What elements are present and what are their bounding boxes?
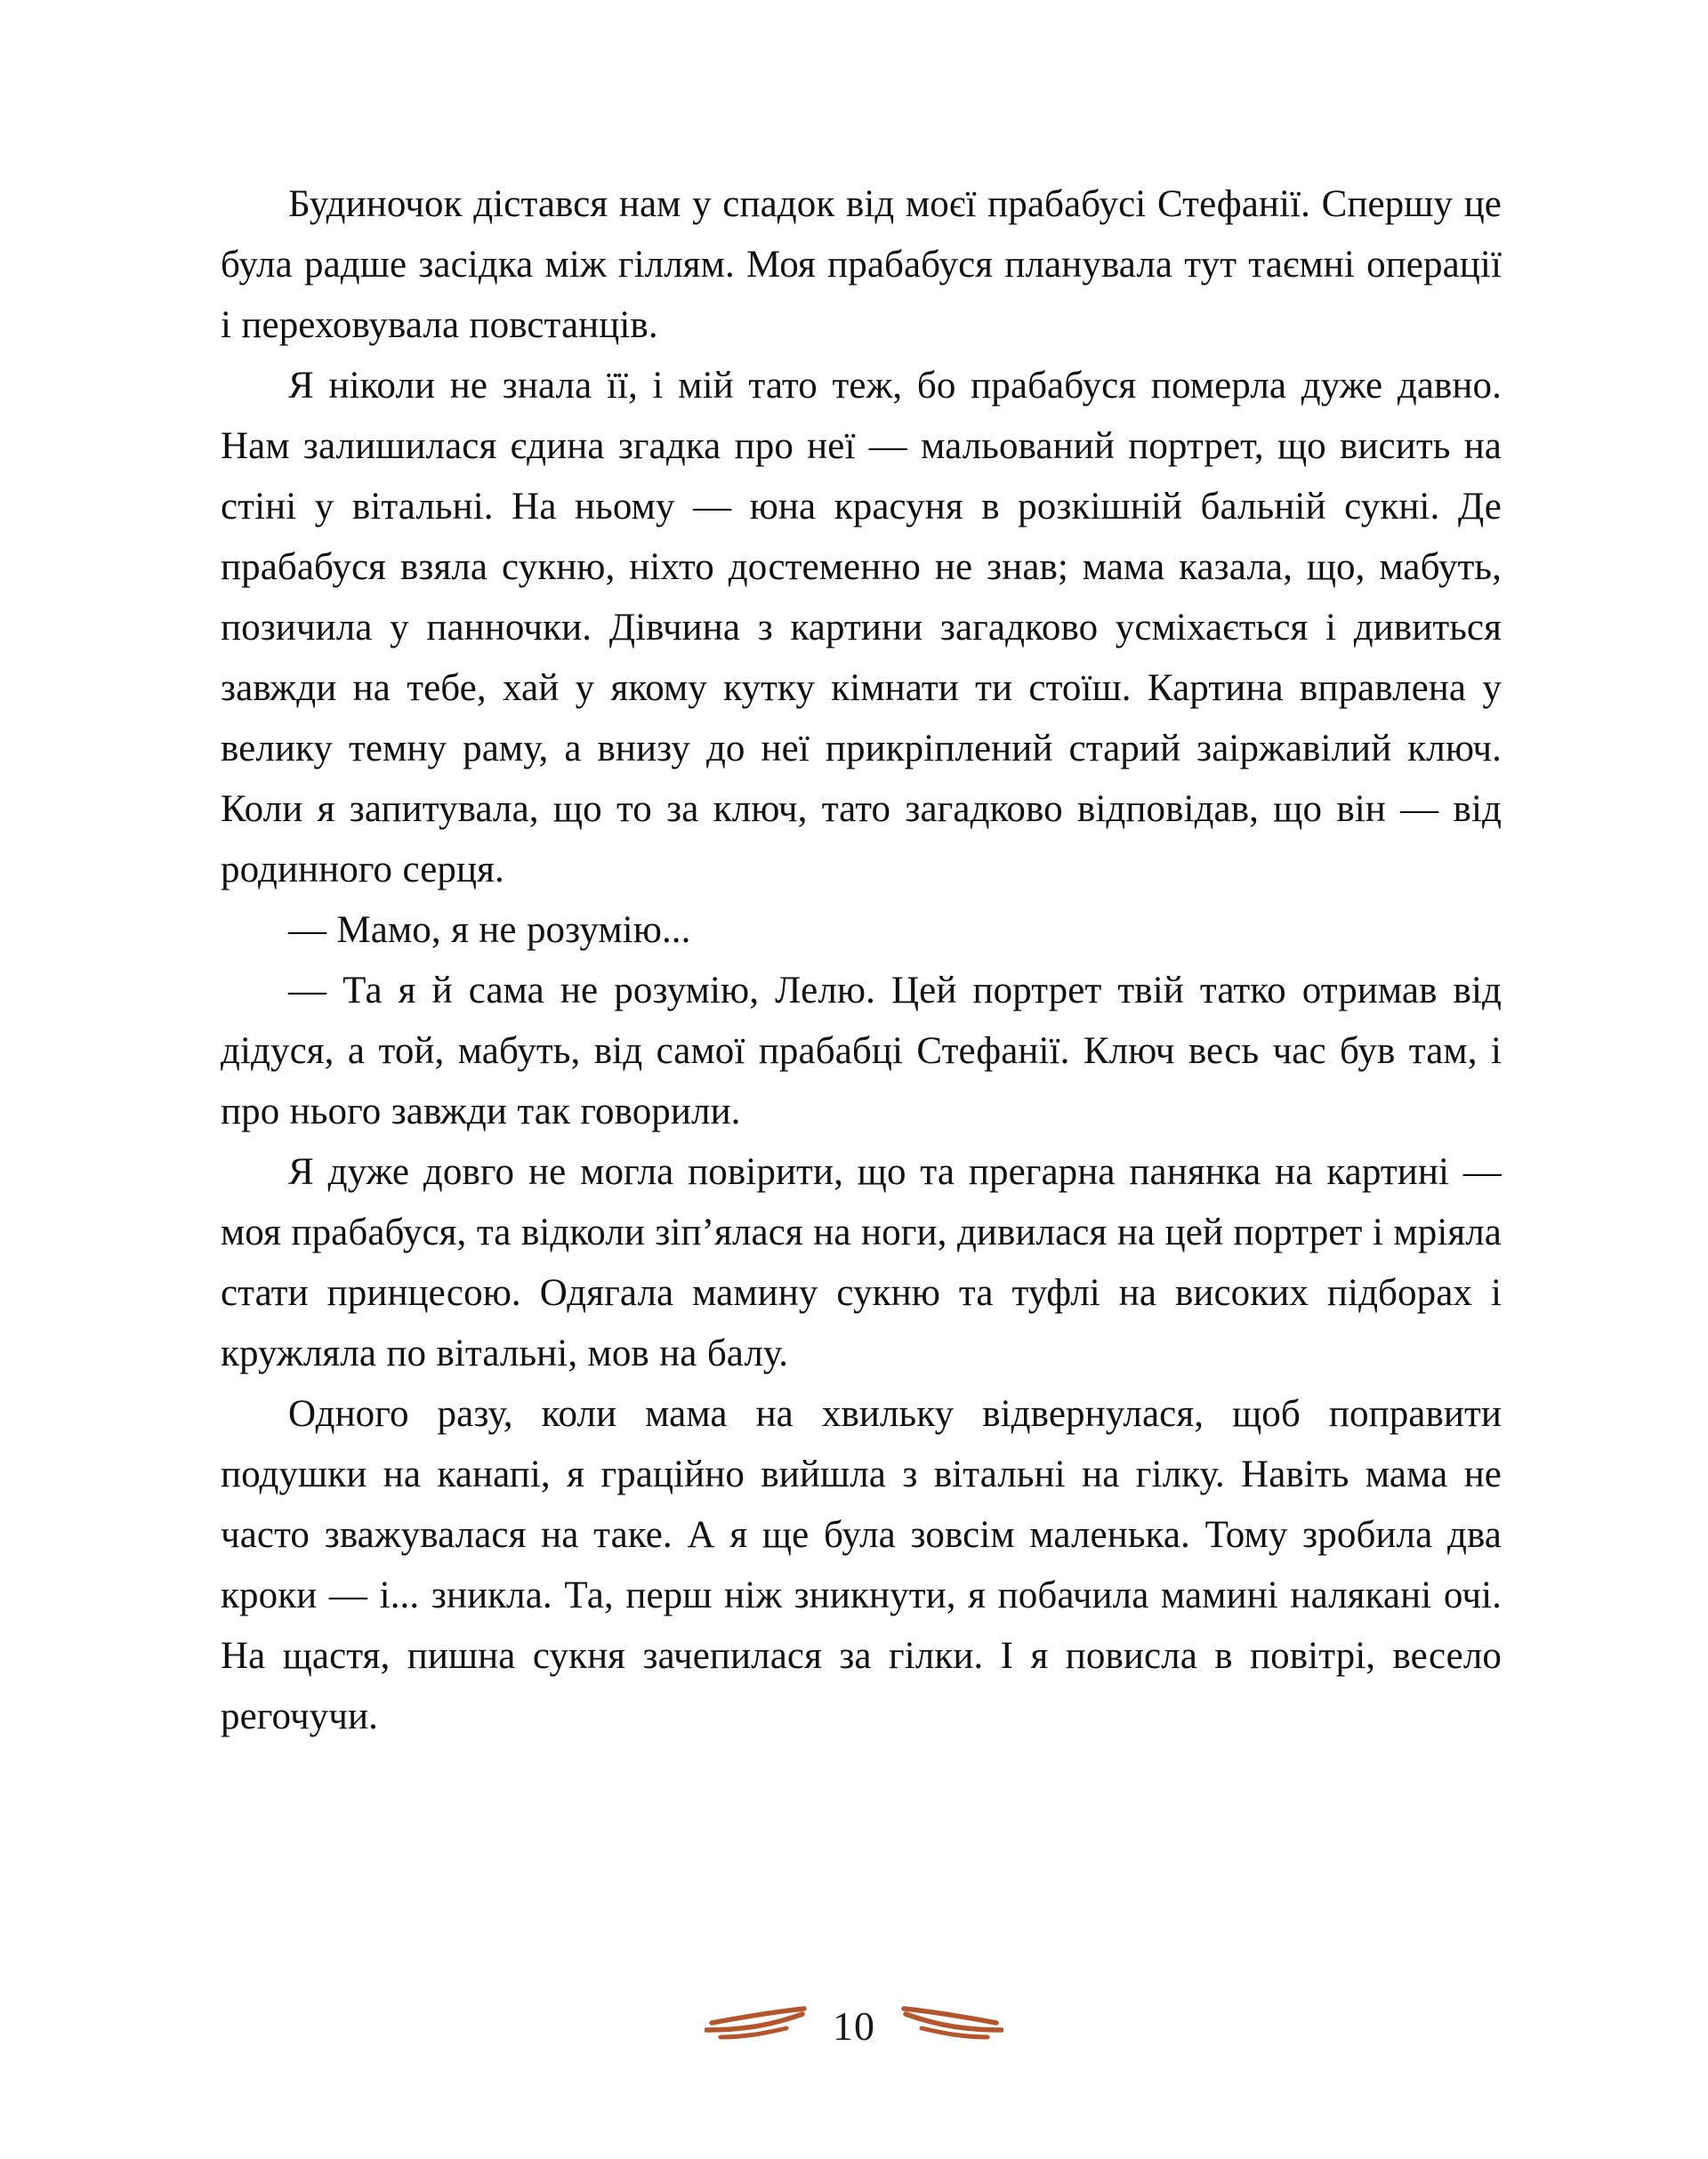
paragraph-1: Будиночок дістався нам у спадок від моєї прабабусі Стефанії. Спершу це була радше засідка між гіллям. Моя прабабуся планувала тут таємні операції і переховувала повстанців.	[221, 183, 1502, 346]
wavy-rule-ornament-left	[705, 2003, 810, 2050]
page-number: 10	[833, 2003, 875, 2049]
page-text-block	[221, 174, 1502, 1747]
paragraph-3-dialogue: — Мамо, я не розумію...	[288, 909, 691, 951]
page-footer	[0, 2003, 1708, 2050]
paragraph-2: Я ніколи не знала її, і мій тато теж, бо прабабуся померла дуже давно. Нам залишилася єдина згадка про неї — мальований портрет, що висить на стіні у вітальні. На ньому — юна красуня в розкішній бальній сукні. Де прабабуся взяла сукню, ніхто достеменно не знав; мама казала, що, мабуть, позичила у панночки. Дівчина з картини загадково усміхається і дивиться завжди на тебе, хай у якому кутку кімнати ти стоїш. Картина вправлена у велику темну раму, а внизу до неї прикріплений старий заіржавілий ключ. Коли я запитувала, що то за ключ, тато загадково відповідав, що він — від родинного серця.	[221, 365, 1502, 890]
wavy-rule-ornament-right	[898, 2003, 1003, 2050]
paragraph-5: Я дуже довго не могла повірити, що та прегарна панянка на картині — моя прабабуся, та відколи зіп’ялася на ноги, дивилася на цей портрет і мріяла стати принцесою. Одягала мамину сукню та туфлі на високих підборах і кружляла по вітальні, мов на балу.	[221, 1151, 1502, 1374]
paragraph-6: Одного разу, коли мама на хвильку відвернулася, щоб поправити подушки на канапі, я граційно вийшла з вітальні на гілку. Навіть мама не часто зважувалася на таке. А я ще була зовсім маленька. Тому зробила два кроки — і... зникла. Та, перш ніж зникнути, я побачила мамині налякані очі. На щастя, пишна сукня зачепилася за гілки. І я повисла в повітрі, весело регочучи.	[221, 1393, 1502, 1737]
paragraph-4-dialogue: — Та я й сама не розумію, Лелю. Цей портрет твій татко отримав від дідуся, а той, мабуть, від самої прабабці Стефанії. Ключ весь час був там, і про нього завжди так говорили.	[221, 970, 1502, 1132]
